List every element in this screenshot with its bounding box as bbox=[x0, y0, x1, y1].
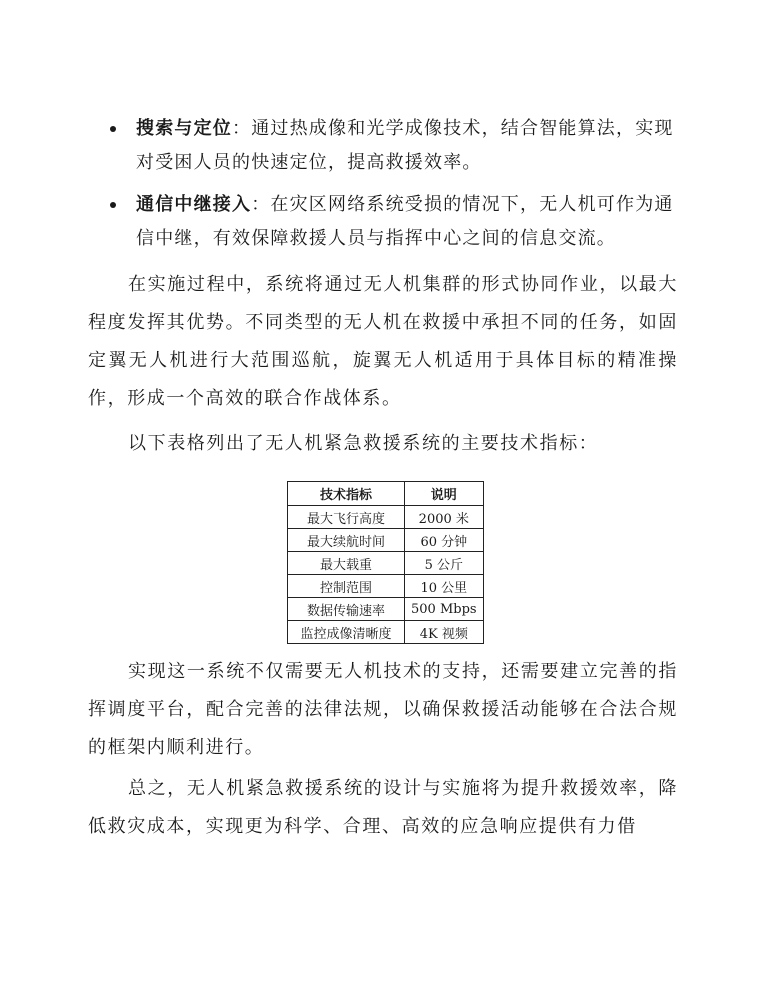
table-header-cell: 技术指标 bbox=[288, 482, 405, 506]
table-cell: 控制范围 bbox=[288, 575, 405, 598]
table-cell: 监控成像清晰度 bbox=[288, 621, 405, 644]
table-row bbox=[288, 552, 484, 575]
table-header-cell: 说明 bbox=[405, 482, 484, 506]
table-cell: 数据传输速率 bbox=[288, 598, 405, 621]
bullet-dot bbox=[110, 126, 116, 132]
table-cell: 最大载重 bbox=[288, 552, 405, 575]
table-cell: 5 公斤 bbox=[405, 552, 484, 575]
bullet-lead: 通信中继接入 bbox=[136, 194, 252, 215]
table-cell: 500 Mbps bbox=[405, 598, 484, 621]
bullet-body: 通过热成像和光学成像技术，结合智能算法，实现对受困人员的快速定位，提高救援效率。 bbox=[136, 118, 674, 173]
tech-spec-table bbox=[287, 481, 484, 644]
paragraph-conclusion: 总之，无人机紧急救援系统的设计与实施将为提升救援效率，降低救灾成本，实现更为科学、合理、高效的应急响应提供有力借 bbox=[88, 778, 678, 837]
bullet-item-search-location bbox=[110, 112, 690, 180]
bullet-body: 在灾区网络系统受损的情况下，无人机可作为通信中继，有效保障救援人员与指挥中心之间的信息交流。 bbox=[136, 194, 674, 249]
paragraph-table-intro: 以下表格列出了无人机紧急救援系统的主要技术指标： bbox=[128, 433, 599, 454]
bullet-lead: 搜索与定位 bbox=[136, 118, 232, 139]
table-row bbox=[288, 598, 484, 621]
bullet-colon: ： bbox=[232, 118, 252, 139]
table-row bbox=[288, 621, 484, 644]
table-header-row bbox=[288, 482, 484, 506]
paragraph-requirements: 实现这一系统不仅需要无人机技术的支持，还需要建立完善的指挥调度平台，配合完善的法律法规，以确保救援活动能够在合法合规的框架内顺利进行。 bbox=[88, 661, 678, 758]
bullet-text bbox=[136, 188, 690, 256]
table-row bbox=[288, 529, 484, 552]
bullet-item-comm-relay bbox=[110, 188, 690, 256]
paragraph-implementation: 在实施过程中，系统将通过无人机集群的形式协同作业，以最大程度发挥其优势。不同类型的无人机在救援中承担不同的任务，如固定翼无人机进行大范围巡航，旋翼无人机适用于具体目标的精准操作，形成一个高效的联合作战体系。 bbox=[88, 274, 678, 409]
table-row bbox=[288, 575, 484, 598]
table-cell: 60 分钟 bbox=[405, 529, 484, 552]
bullet-colon: ： bbox=[251, 194, 271, 215]
table-cell: 最大续航时间 bbox=[288, 529, 405, 552]
table-row bbox=[288, 506, 484, 529]
table-cell: 最大飞行高度 bbox=[288, 506, 405, 529]
table-cell: 2000 米 bbox=[405, 506, 484, 529]
table-cell: 10 公里 bbox=[405, 575, 484, 598]
table-cell: 4K 视频 bbox=[405, 621, 484, 644]
bullet-text bbox=[136, 112, 690, 180]
bullet-dot bbox=[110, 202, 116, 208]
